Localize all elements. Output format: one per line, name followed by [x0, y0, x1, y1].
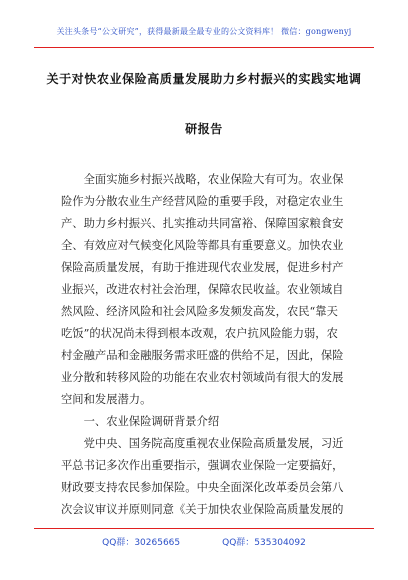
body-line: 次会议审议并原则同意《关于加快农业保险高质量发展的	[61, 503, 344, 516]
body-line: 空间和发展潜力。	[61, 393, 152, 406]
header-divider	[34, 47, 374, 48]
body-line: 全、有效应对气候变化风险等都具有重要意义。加快农业	[61, 239, 344, 252]
body-line: 保险高质量发展，有助于推进现代农业发展，促进乡村产	[61, 261, 344, 274]
body-line: 业分散和转移风险的功能在农业农村领域尚有很大的发展	[61, 371, 344, 384]
body-line: 然风险、经济风险和社会风险多发频发高发，农民“靠天	[61, 305, 338, 318]
body-line: 全面实施乡村振兴战略，农业保险大有可为。农业保	[61, 173, 344, 186]
qq-group-1: QQ群：30265665	[102, 538, 181, 548]
body-line: 村金融产品和金融服务需求旺盛的供给不足，因此，保险	[61, 349, 344, 362]
body-line: 险作为分散农业生产经营风险的重要手段，对稳定农业生	[61, 195, 344, 208]
footer-contacts	[0, 535, 408, 548]
document-title-line-2: 研报告	[185, 122, 223, 136]
body-line: 产、助力乡村振兴、扎实推动共同富裕、保障国家粮食安	[61, 217, 344, 230]
body-line: 财政要支持农民参加保险。中央全面深化改革委员会第八	[61, 481, 344, 494]
header-banner: 关注头条号“公文研究”，获得最新最全最专业的公文资料库！ 微信：gongwenyj	[56, 27, 352, 36]
qq-group-2: QQ群：535304092	[222, 538, 306, 548]
body-line: 业振兴，改进农村社会治理，保障农民收益。农业领域自	[61, 283, 344, 296]
body-line: 平总书记多次作出重要指示，强调农业保险一定要搞好，	[61, 459, 344, 472]
document-body	[61, 169, 349, 521]
body-line: 吃饭”的状况尚未得到根本改观，农户抗风险能力弱，农	[61, 327, 338, 340]
document-title-line-1: 关于对快农业保险高质量发展助力乡村振兴的实践实地调	[46, 72, 362, 86]
footer-divider	[34, 528, 374, 529]
section-heading: 一、农业保险调研背景介绍	[61, 415, 220, 428]
body-line: 党中央、国务院高度重视农业保险高质量发展，习近	[61, 437, 344, 450]
